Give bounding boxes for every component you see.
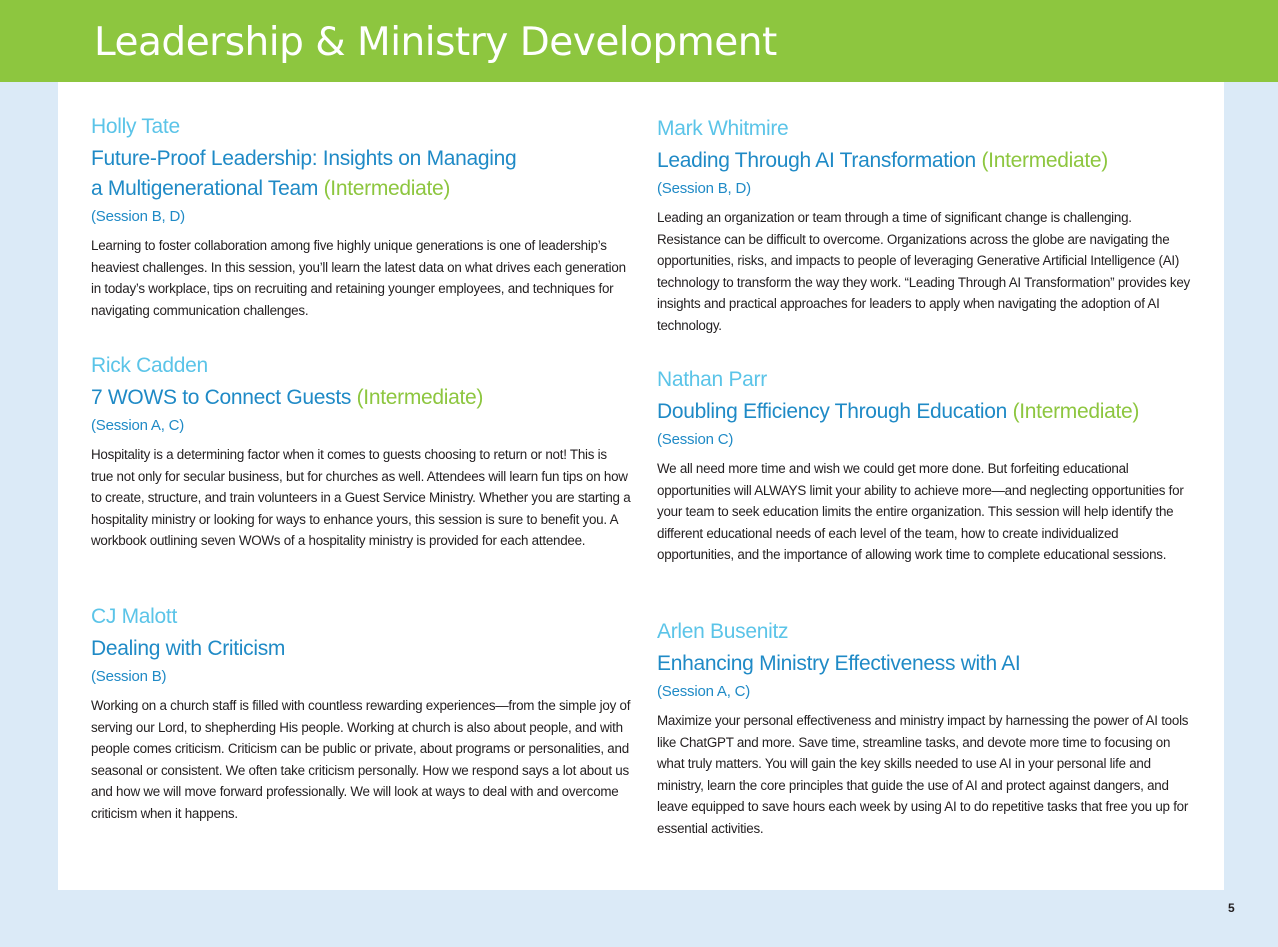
session-entry	[657, 116, 1197, 337]
session-description: Maximize your personal effectiveness and ministry impact by harnessing the power of AI tools like ChatGPT and more. Save time, streamline tasks, and devote more time to focusing on what truly matters. You will gain the key skills needed to use AI in your personal life and ministry, learn the core principles that guide the use of AI and protect against dangers, and leave equipped to save hours each week by using AI to do repetitive tasks that free you up for essential activities.	[657, 713, 1189, 836]
session-title	[657, 649, 1197, 679]
session-description: We all need more time and wish we could get more done. But forfeiting educational opportunities will ALWAYS limit your ability to achieve more—and neglecting opportunities for your team to seek education limits the entire organization. This session will help identify the different educational needs of each level of the team, how to create individualized opportunities, and the importance of allowing work time to complete educational sessions.	[657, 461, 1184, 563]
session-description: Leading an organization or team through a time of significant change is challenging. Resistance can be difficult to overcome. Organizations across the globe are navigating the opportunities, risks, and impacts to people of leveraging Generative Artificial Intelligence (AI) technology to transform the way they work. “Leading Through AI Transformation” provides key insights and practical approaches for leaders to apply when navigating the adoption of AI technology.	[657, 210, 1190, 333]
session-description: Working on a church staff is filled with countless rewarding experiences—from the simple joy of serving our Lord, to shepherding His people. Working at church is also about people, and with people comes criticism. Criticism can be public or private, about programs or personalities, and seasonal or consistent. We often take criticism personally. How we respond says a lot about us and how we will move forward professionally. We will look at ways to deal with and overcome criticism when it happens.	[91, 698, 631, 821]
session-times: (Session B, D)	[91, 208, 185, 225]
speaker-name: Arlen Busenitz	[657, 620, 789, 643]
session-title	[657, 146, 1197, 176]
page-number: 5	[1228, 901, 1235, 915]
session-entry	[657, 619, 1197, 840]
speaker-name: CJ Malott	[91, 605, 177, 628]
session-times: (Session C)	[657, 431, 734, 448]
session-entry	[91, 604, 631, 825]
speaker-name: Nathan Parr	[657, 368, 767, 391]
session-level: (Intermediate)	[981, 149, 1109, 172]
session-title-text: Dealing with Criticism	[91, 637, 286, 660]
session-title-text: Enhancing Ministry Effectiveness with AI	[657, 652, 1021, 675]
content-card	[58, 82, 1224, 890]
session-times: (Session B)	[91, 668, 167, 685]
page-title: Leadership & Ministry Development	[94, 20, 777, 65]
session-times: (Session A, C)	[91, 417, 185, 434]
session-level: (Intermediate)	[356, 386, 484, 409]
session-title	[657, 397, 1197, 427]
session-title-text: Leading Through AI Transformation	[657, 149, 976, 172]
session-entry	[91, 114, 631, 321]
session-title-text: 7 WOWS to Connect Guests	[91, 386, 352, 409]
session-entry	[657, 367, 1197, 566]
speaker-name: Mark Whitmire	[657, 117, 789, 140]
page-header	[0, 0, 1278, 82]
session-times: (Session A, C)	[657, 683, 751, 700]
session-title	[91, 144, 521, 204]
session-description: Learning to foster collaboration among five highly unique generations is one of leadership’s heaviest challenges. In this session, you’ll learn the latest data on what drives each generation in today’s workplace, tips on recruiting and retaining younger employees, and techniques for navigating communication challenges.	[91, 238, 626, 318]
session-level: (Intermediate)	[323, 177, 451, 200]
session-times: (Session B, D)	[657, 180, 751, 197]
session-title-text: Doubling Efficiency Through Education	[657, 400, 1008, 423]
session-title-text: Future-Proof Leadership: Insights on Managing a Multigenerational Team	[91, 147, 517, 200]
speaker-name: Holly Tate	[91, 115, 180, 138]
speaker-name: Rick Cadden	[91, 354, 208, 377]
session-description: Hospitality is a determining factor when it comes to guests choosing to return or not! This is true not only for secular business, but for churches as well. Attendees will learn fun tips on how to create, structure, and train volunteers in a Guest Service Ministry. Whether you are starting a hospitality ministry or looking for ways to enhance yours, this session is sure to benefit you. A workbook outlining seven WOWs of a hospitality ministry is provided for each attendee.	[91, 447, 631, 549]
session-level: (Intermediate)	[1012, 400, 1140, 423]
session-title	[91, 383, 631, 413]
session-title	[91, 634, 631, 664]
session-entry	[91, 353, 631, 552]
